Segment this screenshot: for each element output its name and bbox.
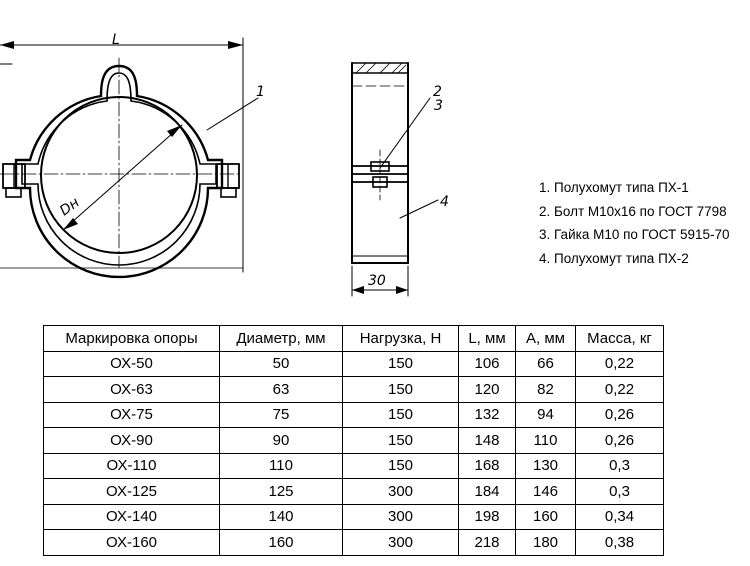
table-cell: 150 [343,351,459,377]
table-row [44,530,664,556]
front-view [0,32,265,277]
table-row [44,428,664,454]
table-cell: 198 [459,504,516,530]
table-cell: ОХ-125 [44,479,220,505]
table-cell: 0,3 [576,453,664,479]
table-cell: 140 [220,504,343,530]
table-cell: 160 [220,530,343,556]
table-cell: 120 [459,377,516,403]
table-cell: 180 [516,530,576,556]
dim-length-label: L [112,32,120,48]
table-cell: 63 [220,377,343,403]
side-view [352,63,449,296]
table-cell: 150 [343,377,459,403]
table-cell: 125 [220,479,343,505]
table-cell: ОХ-75 [44,402,220,428]
table-cell: 106 [459,351,516,377]
table-cell: 0,22 [576,351,664,377]
table-cell: 146 [516,479,576,505]
table-cell: 218 [459,530,516,556]
column-header: Нагрузка, Н [343,326,459,352]
table-cell: ОХ-110 [44,453,220,479]
column-header: Маркировка опоры [44,326,220,352]
legend-item: 1. Полухомут типа ПХ-1 [539,180,689,195]
table-cell: ОХ-140 [44,504,220,530]
table-cell: 0,34 [576,504,664,530]
callout-4: 4 [440,194,449,210]
table-cell: 110 [516,428,576,454]
table-cell: 82 [516,377,576,403]
table-row [44,402,664,428]
table-cell: 50 [220,351,343,377]
table-cell: 75 [220,402,343,428]
table-cell: 130 [516,453,576,479]
table-cell: 148 [459,428,516,454]
table-cell: 0,3 [576,479,664,505]
table-cell: 0,26 [576,402,664,428]
table-cell: 0,26 [576,428,664,454]
table-cell: 110 [220,453,343,479]
table-cell: 0,38 [576,530,664,556]
table-row [44,453,664,479]
column-header: А, мм [516,326,576,352]
table-cell: ОХ-63 [44,377,220,403]
table-cell: 132 [459,402,516,428]
legend-item: 3. Гайка М10 по ГОСТ 5915-70 [539,227,730,242]
legend-item: 4. Полухомут типа ПХ-2 [539,250,689,266]
legend-item: 2. Болт М10х16 по ГОСТ 7798 [539,203,727,219]
table-cell: ОХ-90 [44,428,220,454]
table-row [44,351,664,377]
table-cell: 160 [516,504,576,530]
table-cell: ОХ-50 [44,351,220,377]
dim-width-label: 30 [368,273,386,289]
column-header: Масса, кг [576,326,664,352]
table-row [44,479,664,505]
table-header-row [44,326,664,352]
callout-1: 1 [256,84,265,100]
table-row [44,504,664,530]
table-cell: 90 [220,428,343,454]
table-cell: 300 [343,530,459,556]
table-cell: 94 [516,402,576,428]
dim-diameter-label: Dн [56,194,83,220]
table-cell: 184 [459,479,516,505]
table-cell: 150 [343,453,459,479]
table-cell: 150 [343,428,459,454]
callout-2: 2 [433,84,442,100]
table-cell: 0,22 [576,377,664,403]
parts-legend [539,176,730,270]
column-header: L, мм [459,326,516,352]
table-cell: ОХ-160 [44,530,220,556]
column-header: Диаметр, мм [220,326,343,352]
table-row [44,377,664,403]
table-cell: 300 [343,479,459,505]
specification-table [43,325,664,556]
table-cell: 150 [343,402,459,428]
callout-3: 3 [434,98,443,114]
table-cell: 66 [516,351,576,377]
table-cell: 300 [343,504,459,530]
table-cell: 168 [459,453,516,479]
